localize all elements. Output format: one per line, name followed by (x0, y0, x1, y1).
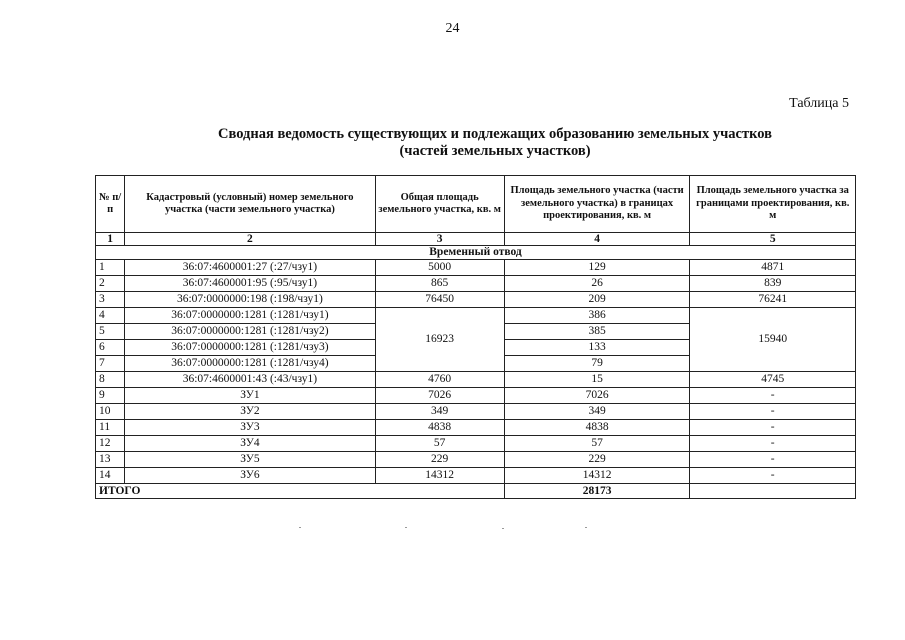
cadastral-number: 36:07:4600001:43 (:43/чзу1) (125, 372, 375, 388)
section-row (96, 246, 856, 260)
area-inside: 26 (504, 276, 690, 292)
row-number: 14 (96, 468, 125, 484)
cadastral-number: ЗУ5 (125, 452, 375, 468)
area-outside: 4871 (690, 260, 856, 276)
column-number: 3 (375, 233, 504, 246)
row-number: 3 (96, 292, 125, 308)
total-area-merged: 16923 (375, 308, 504, 372)
row-number: 2 (96, 276, 125, 292)
table-row (96, 308, 856, 324)
row-number: 5 (96, 324, 125, 340)
area-inside: 349 (504, 404, 690, 420)
table-row (96, 276, 856, 292)
row-number: 10 (96, 404, 125, 420)
total-area: 4838 (375, 420, 504, 436)
cadastral-number: 36:07:0000000:1281 (:1281/чзу3) (125, 340, 375, 356)
row-number: 12 (96, 436, 125, 452)
cadastral-number: 36:07:0000000:1281 (:1281/чзу2) (125, 324, 375, 340)
area-outside: 839 (690, 276, 856, 292)
scan-artifact (405, 527, 407, 528)
table-row (96, 436, 856, 452)
row-number: 4 (96, 308, 125, 324)
column-number: 2 (125, 233, 375, 246)
area-outside: - (690, 404, 856, 420)
cadastral-number: ЗУ2 (125, 404, 375, 420)
area-outside: - (690, 452, 856, 468)
cadastral-number: ЗУ4 (125, 436, 375, 452)
table-row (96, 420, 856, 436)
area-outside: - (690, 468, 856, 484)
area-inside: 133 (504, 340, 690, 356)
total-area: 229 (375, 452, 504, 468)
area-outside: 4745 (690, 372, 856, 388)
total-area: 5000 (375, 260, 504, 276)
row-number: 8 (96, 372, 125, 388)
title-line-2: (частей земельных участков) (399, 143, 591, 159)
table-row (96, 260, 856, 276)
cadastral-number: ЗУ6 (125, 468, 375, 484)
land-plots-table (95, 175, 856, 499)
total-area: 14312 (375, 468, 504, 484)
section-label: Временный отвод (96, 246, 856, 260)
row-number: 7 (96, 356, 125, 372)
total-area: 4760 (375, 372, 504, 388)
total-area: 865 (375, 276, 504, 292)
row-number: 9 (96, 388, 125, 404)
row-number: 13 (96, 452, 125, 468)
area-inside: 14312 (504, 468, 690, 484)
area-inside: 385 (504, 324, 690, 340)
cadastral-number: 36:07:0000000:1281 (:1281/чзу4) (125, 356, 375, 372)
column-numbers-row (96, 233, 856, 246)
area-outside: - (690, 436, 856, 452)
total-area: 76450 (375, 292, 504, 308)
total-area: 349 (375, 404, 504, 420)
table-row (96, 372, 856, 388)
title-line-1: Сводная ведомость существующих и подлежащих образованию земельных участков (218, 126, 772, 142)
cadastral-number: ЗУ1 (125, 388, 375, 404)
total-area: 7026 (375, 388, 504, 404)
total-label: ИТОГО (96, 484, 505, 499)
row-number: 6 (96, 340, 125, 356)
table-row (96, 404, 856, 420)
column-number: 5 (690, 233, 856, 246)
cadastral-number: 36:07:0000000:198 (:198/чзу1) (125, 292, 375, 308)
header-area-outside: Площадь земельного участка за границами проектирования, кв. м (690, 176, 856, 233)
cadastral-number: 36:07:0000000:1281 (:1281/чзу1) (125, 308, 375, 324)
area-inside: 15 (504, 372, 690, 388)
area-inside: 7026 (504, 388, 690, 404)
area-inside: 79 (504, 356, 690, 372)
total-row (96, 484, 856, 499)
header-area-inside: Площадь земельного участка (части земельного участка) в границах проектирования, кв. м (504, 176, 690, 233)
area-outside: - (690, 420, 856, 436)
document-title (95, 126, 895, 160)
table-row (96, 292, 856, 308)
area-inside: 129 (504, 260, 690, 276)
table-label: Таблица 5 (789, 96, 849, 111)
total-empty (690, 484, 856, 499)
header-number: № п/п (96, 176, 125, 233)
row-number: 11 (96, 420, 125, 436)
area-inside: 57 (504, 436, 690, 452)
table-row (96, 468, 856, 484)
column-number: 4 (504, 233, 690, 246)
row-number: 1 (96, 260, 125, 276)
area-inside: 229 (504, 452, 690, 468)
area-inside: 209 (504, 292, 690, 308)
page-number: 24 (445, 21, 460, 36)
area-inside: 386 (504, 308, 690, 324)
header-total-area: Общая площадь земельного участка, кв. м (375, 176, 504, 233)
scan-artifact (502, 528, 504, 529)
total-area: 57 (375, 436, 504, 452)
area-outside-merged: 15940 (690, 308, 856, 372)
column-number: 1 (96, 233, 125, 246)
cadastral-number: ЗУ3 (125, 420, 375, 436)
scan-artifact (299, 527, 301, 528)
header-row (96, 176, 856, 233)
cadastral-number: 36:07:4600001:95 (:95/чзу1) (125, 276, 375, 292)
table-row (96, 452, 856, 468)
scan-artifact (585, 527, 587, 528)
area-outside: - (690, 388, 856, 404)
cadastral-number: 36:07:4600001:27 (:27/чзу1) (125, 260, 375, 276)
table-row (96, 388, 856, 404)
total-value: 28173 (504, 484, 690, 499)
area-outside: 76241 (690, 292, 856, 308)
area-inside: 4838 (504, 420, 690, 436)
header-cadastral: Кадастровый (условный) номер земельного участка (части земельного участка) (125, 176, 375, 233)
